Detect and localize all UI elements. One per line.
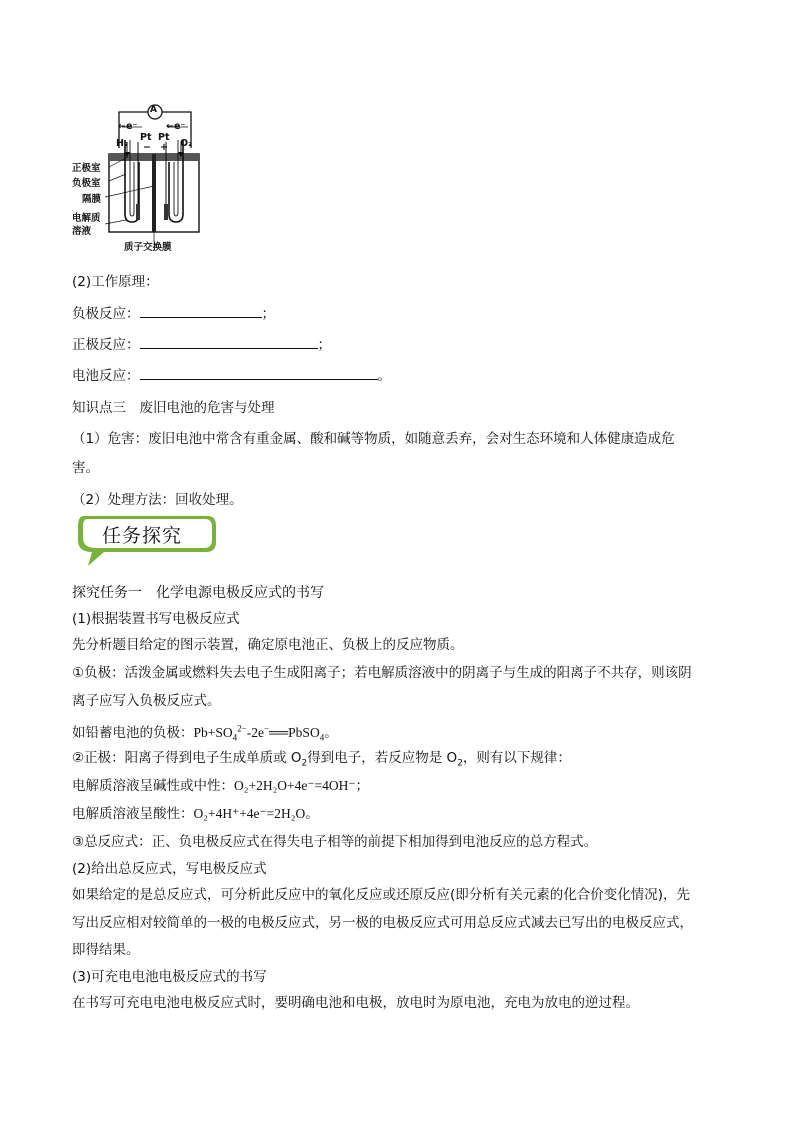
electron-flow-right: ←e⁻ bbox=[166, 121, 186, 132]
total-reaction-rule: ③总反应式：正、负电极反应式在得失电子相等的前提下相加得到电池反应的总方程式。 bbox=[72, 834, 598, 850]
negative-reaction-label: 负极反应： bbox=[72, 306, 140, 322]
pt-left-label: Pt bbox=[140, 132, 152, 143]
pt-right-label: Pt bbox=[158, 132, 170, 143]
lead-battery-line: 如铅蓄电池的负极：$Pb+SO_4^{2-}-2e^-══PbSO_4$。 bbox=[72, 723, 338, 743]
section-2-title: (2)给出总反应式，写电极反应式 bbox=[72, 861, 267, 877]
positive-reaction-blank[interactable] bbox=[140, 336, 318, 349]
handling-method: （2）处理方法：回收处理。 bbox=[72, 492, 243, 508]
cell-reaction-label: 电池反应： bbox=[72, 368, 140, 384]
section-3-paragraph: 在书写可充电电池电极反应式时，要明确电池和电极，放电时为原电池，充电为放电的逆过程。 bbox=[72, 995, 639, 1011]
cell-reaction-blank[interactable] bbox=[140, 367, 378, 380]
label-proton-exchange-membrane: 质子交换膜 bbox=[124, 242, 172, 253]
task-one-title: 探究任务一 化学电源电极反应式的书写 bbox=[72, 585, 324, 601]
section-1-paragraph: 先分析题目给定的图示装置，确定原电池正、负极上的反应物质。 bbox=[72, 637, 464, 653]
o2-label: O₂ bbox=[180, 138, 193, 149]
negative-reaction-line bbox=[72, 302, 275, 322]
basic-electrolyte-label: 电解质溶液呈碱性或中性： bbox=[72, 778, 234, 794]
label-negative-chamber: 负极室 bbox=[72, 178, 101, 189]
ammeter-label: A bbox=[150, 105, 157, 115]
lead-battery-prefix: 如铅蓄电池的负极： bbox=[72, 725, 194, 741]
positive-reaction-label: 正极反应： bbox=[72, 337, 140, 353]
cell-reaction-line bbox=[72, 364, 391, 384]
positive-reaction-end: ； bbox=[317, 337, 331, 353]
basic-electrolyte-line bbox=[72, 774, 369, 794]
basic-electrolyte-equation: O₂+2H₂O+4e⁻=4OH⁻； bbox=[234, 778, 369, 793]
negative-reaction-end: ； bbox=[261, 306, 275, 322]
plus-sign: + bbox=[160, 142, 168, 153]
lead-battery-equation: $Pb+SO_4^{2-}-2e^-══PbSO_4$ bbox=[193, 723, 325, 743]
electron-flow-left: ←e⁻ bbox=[118, 121, 138, 132]
label-solution: 溶液 bbox=[72, 226, 92, 237]
negative-reaction-blank[interactable] bbox=[140, 305, 262, 318]
principle-title: (2)工作原理： bbox=[72, 274, 159, 290]
label-positive-chamber: 正极室 bbox=[72, 163, 101, 174]
task-explore-banner bbox=[74, 512, 218, 572]
positive-reaction-line bbox=[72, 333, 331, 353]
negative-rule-line-2: 离子应写入负极反应式。 bbox=[72, 693, 221, 709]
acid-electrolyte-line bbox=[72, 802, 319, 822]
harm-line-2: 害。 bbox=[72, 460, 99, 476]
section-2-paragraph-2: 写出反应相对较简单的一极的电极反应式，另一极的电极反应式可用总反应式减去已写出的电极反应式， bbox=[72, 915, 693, 931]
label-electrolyte: 电解质 bbox=[72, 213, 101, 224]
acid-electrolyte-equation: O₂+4H⁺+4e⁻=2H₂O。 bbox=[193, 806, 319, 821]
cell-reaction-end: 。 bbox=[377, 368, 391, 384]
harm-line-1: （1）危害：废旧电池中常含有重金属、酸和碱等物质，如随意丢弃，会对生态环境和人体健康造成危 bbox=[72, 431, 675, 447]
positive-rule-line: ②正极：阳离子得到电子生成单质或 $O_2$得到电子，若反应物是 $O_2$，则有以下规律： bbox=[72, 750, 571, 769]
acid-electrolyte-label: 电解质溶液呈酸性： bbox=[72, 806, 194, 822]
section-2-paragraph-3: 即得结果。 bbox=[72, 942, 140, 958]
banner-text: 任务探究 bbox=[102, 525, 183, 547]
negative-rule-line-1: ①负极：活泼金属或燃料失去电子生成阳离子；若电解质溶液中的阴离子与生成的阳离子不共存，则该阴 bbox=[72, 665, 692, 681]
label-membrane: 隔膜 bbox=[82, 194, 102, 205]
knowledge-point-3-title: 知识点三 废旧电池的危害与处理 bbox=[72, 400, 275, 416]
section-3-title: (3)可充电电池电极反应式的书写 bbox=[72, 969, 267, 985]
minus-sign: − bbox=[143, 142, 151, 153]
section-1-title: (1)根据装置书写电极反应式 bbox=[72, 611, 240, 627]
section-2-paragraph-1: 如果给定的是总反应式，可分析此反应中的氧化反应或还原反应(即分析有关元素的化合价变化情况)，先 bbox=[72, 887, 691, 903]
h2-label: H₂ bbox=[116, 138, 129, 149]
